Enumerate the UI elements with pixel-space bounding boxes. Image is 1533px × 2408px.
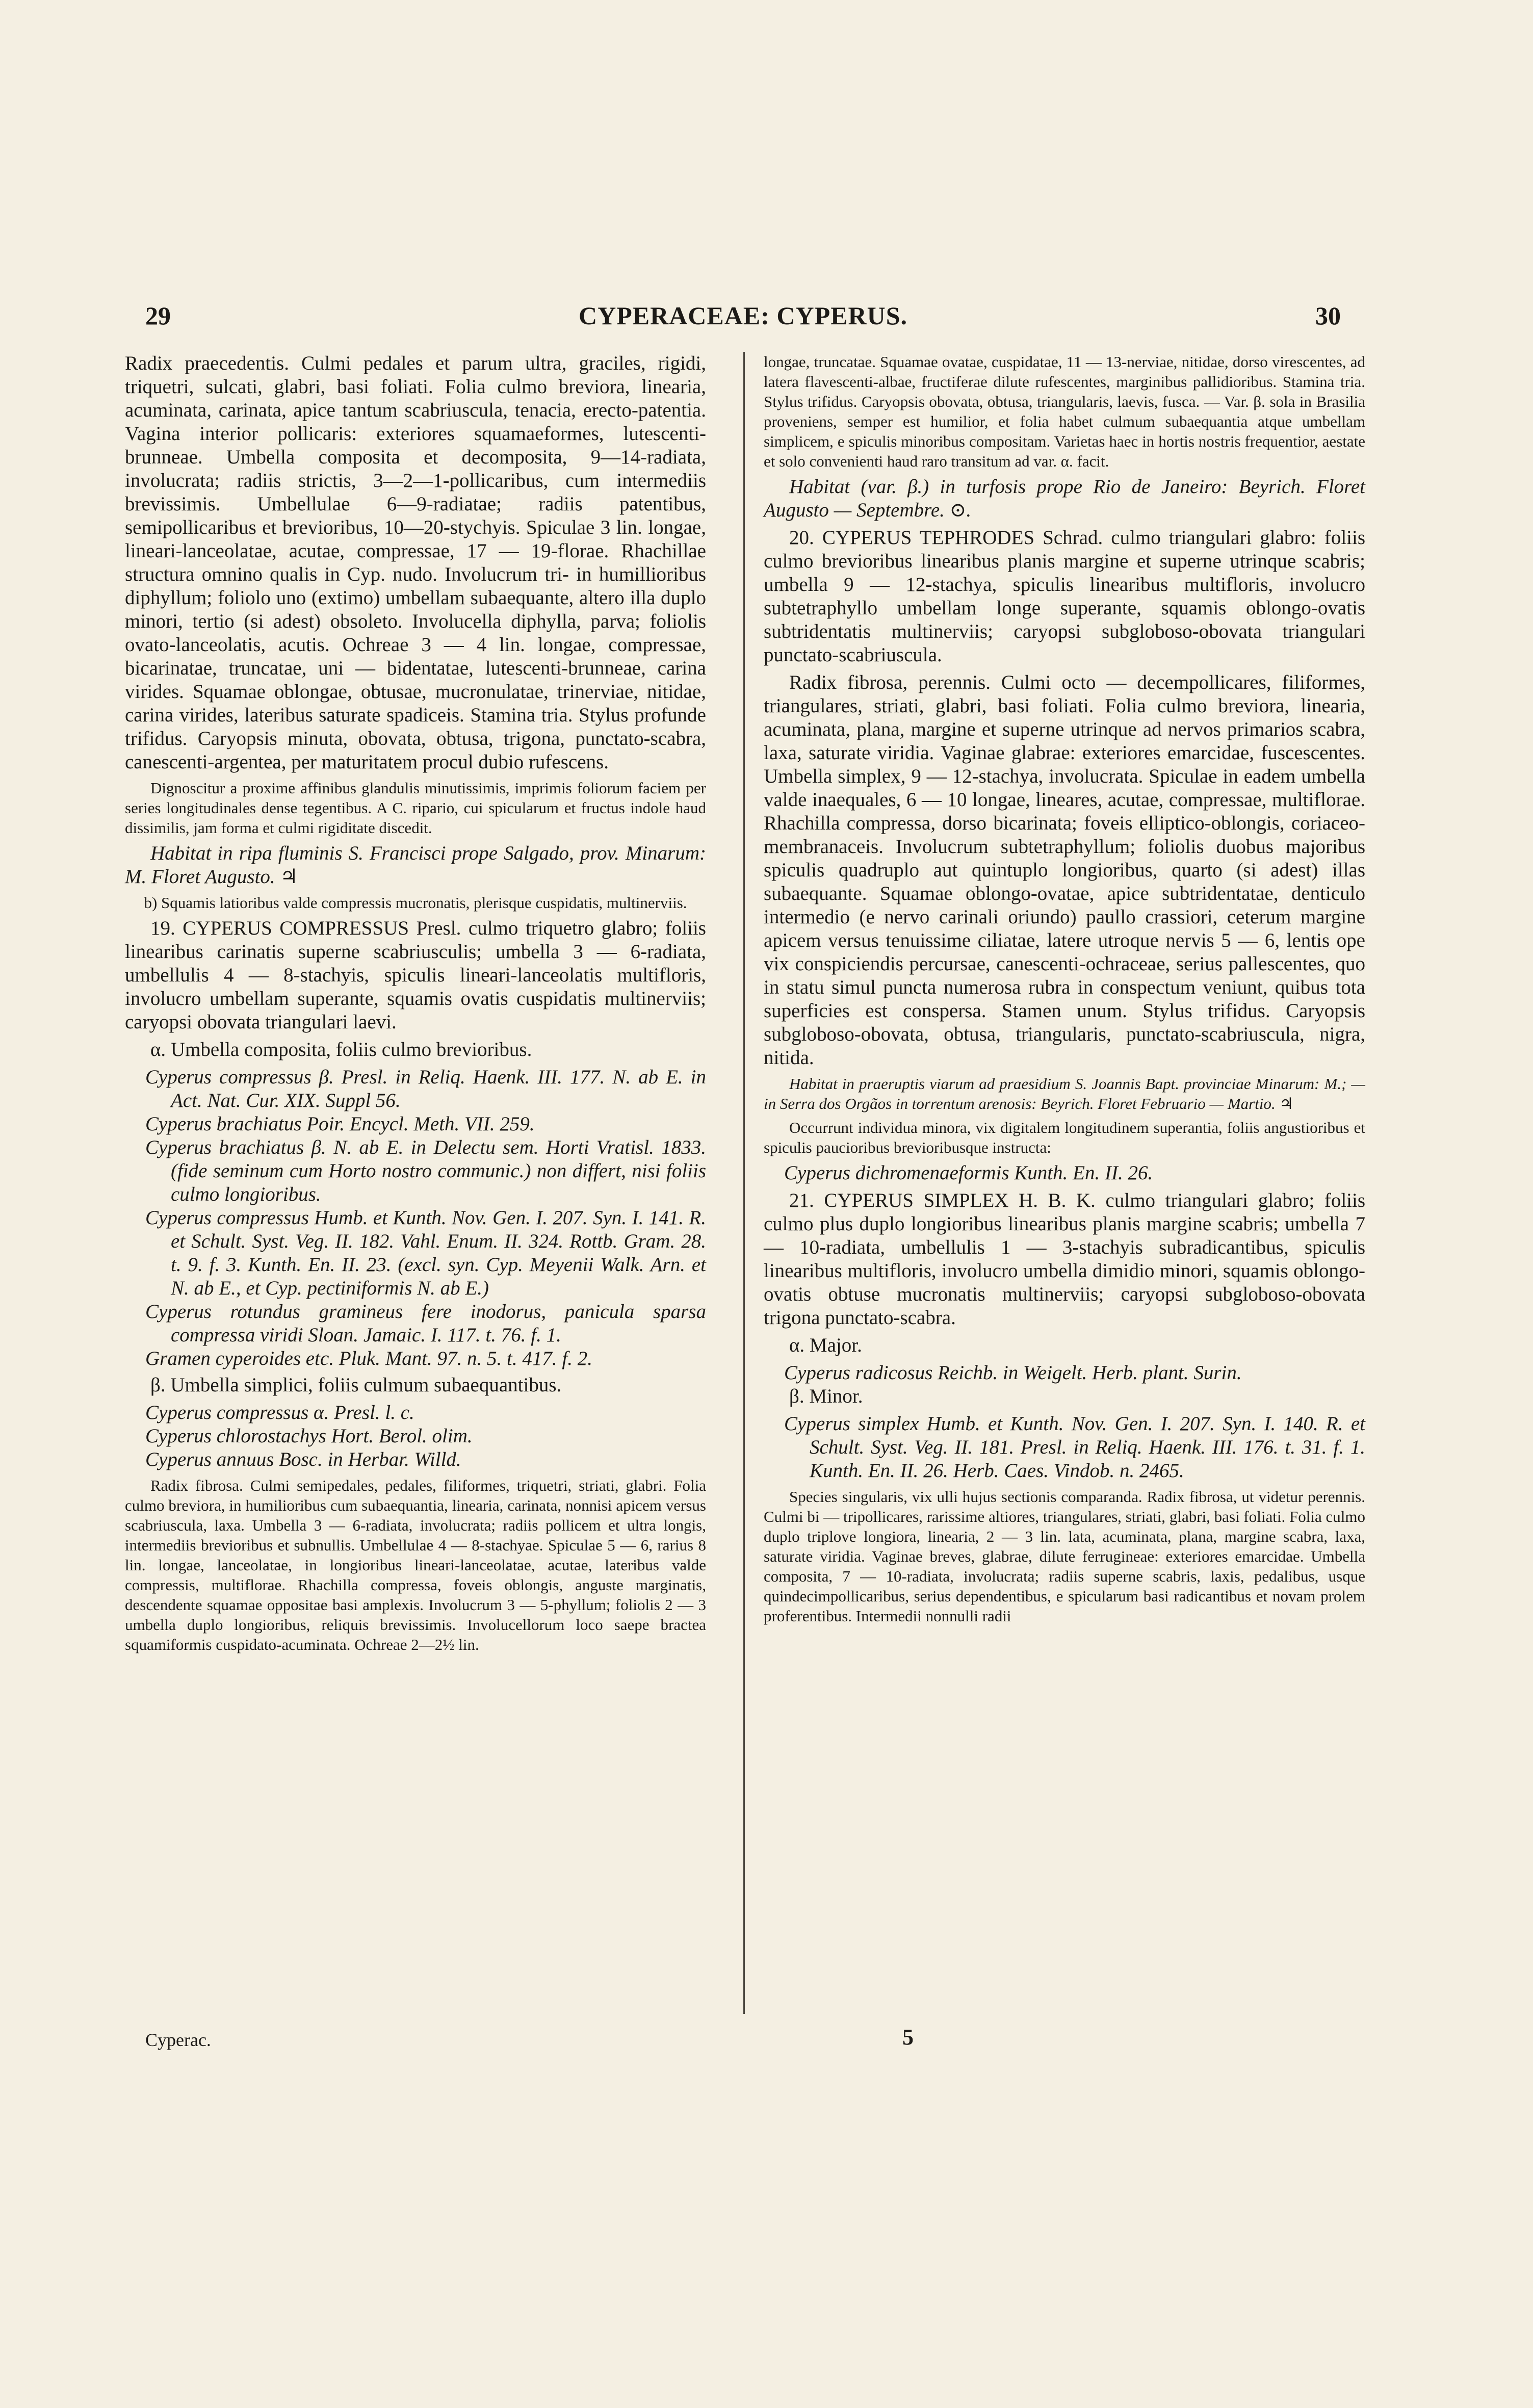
- habitat-line: Habitat in praeruptis viarum ad praesidium S. Joannis Bapt. provinciae Minarum: M.; — in Serra dos Orgãos in torrentum arenosis: Beyrich. Floret Februario — Martio. ♃: [764, 1075, 1365, 1112]
- page-number-left: 29: [145, 301, 171, 330]
- synonym: Cyperus rotundus gramineus fere inodorus, panicula sparsa compressa viridi Sloan. Jamaic. I. 117. t. 76. f. 1.: [145, 1301, 706, 1346]
- synonym: Cyperus simplex Humb. et Kunth. Nov. Gen. I. 207. Syn. I. 140. R. et Schult. Syst. Veg. II. 181. Presl. in Reliq. Haenk. III. 176. t. 31. f. 1. Kunth. En. II. 26. Herb. Caes. Vindob. n. 2465.: [784, 1413, 1365, 1482]
- subsection-heading: b) Squamis latioribus valde compressis mucronatis, plerisque cuspidatis, multinerviis.: [144, 894, 687, 912]
- running-header: [145, 301, 1341, 336]
- left-column: [125, 352, 706, 1659]
- synonym: Cyperus compressus Humb. et Kunth. Nov. Gen. I. 207. Syn. I. 141. R. et Schult. Syst. Veg. II. 182. Vahl. Enum. II. 324. Rottb. Gram. 28. t. 9. f. 3. Kunth. En. II. 23. (excl. syn. Cyp. Meyenii Walk. Arn. et N. ab E., et Cyp. pectiniformis N. ab E.): [145, 1207, 706, 1299]
- description-paragraph: Radix praecedentis. Culmi pedales et parum ultra, graciles, rigidi, triquetri, sulcati, glabri, basi foliati. Folia culmo breviora, linearia, acuminata, carinata, apice tantum scabriuscula, tenacia, erecto-patentia. Vagina interior pollicaris: exteriores squamaeformes, lutescenti-brunneae. Umbella composita et decomposita, 9—14-radiata, involucrata; radiis strictis, 3—2—1-pollicaribus, cum intermediis brevissimis. Umbellulae 6—9-radiatae; radiis patentibus, semipollicaribus et brevioribus, 10—20-stychyis. Spiculae 3 lin. longae, lineari-lanceolatae, acutae, compressae, 17 — 19-florae. Rhachillae structura omnino qualis in Cyp. nudo. Involucrum tri- in humillioribus diphyllum; foliolo uno (extimo) umbellam subaequante, altero illa duplo minori, tertio (si adest) obsoleto. Involucella diphylla, parva; foliolis ovato-lanceolatis, acutis. Ochreae 3 — 4 lin. longae, compressae, bicarinatae, truncatae, uni — bidentatae, lutescenti-brunneae, carina virides. Squamae oblongae, obtusae, mucronulatae, trinerviae, nitidae, carina virides, lateribus saturate spadiceis. Stamina tria. Stylus profunde trifidus. Caryopsis minuta, obovata, obtusa, trigona, punctato-scabra, canescenti-argentea, per maturitatem procul dubio rufescens.: [125, 352, 706, 773]
- species-19-diagnosis: 19. CYPERUS COMPRESSUS Presl. culmo triquetro glabro; foliis linearibus carinatis superne scabriusculis; umbella 3 — 6-radiata, umbellulis 4 — 8-stachyis, spiculis lineari-lanceolatis multifloris, involucro umbellam superante, squamis ovatis cuspidatis multinerviis; caryopsi obovata triangulari laevi.: [125, 917, 706, 1033]
- species-21-diagnosis: 21. CYPERUS SIMPLEX H. B. K. culmo triangulari glabro; foliis culmo plus duplo longioribus linearibus planis margine scabris; umbella 7 — 10-radiata, umbellulis 1 — 3-stachyis subradicantibus, spiculis linearibus multifloris, involucro umbella dimidio minori, squamis oblongo-ovatis obtuse mucronatis multinerviis; caryopsi subgloboso-obovata trigona punctato-scabra.: [764, 1189, 1365, 1329]
- habitat-line: Habitat (var. β.) in turfosis prope Rio de Janeiro: Beyrich. Floret Augusto — Septembre. ⊙.: [764, 476, 1365, 521]
- variety-beta: β. Umbella simplici, foliis culmum subaequantibus.: [150, 1374, 562, 1396]
- synonym: Cyperus radicosus Reichb. in Weigelt. Herb. plant. Surin.: [784, 1362, 1242, 1384]
- variety-alpha: α. Umbella composita, foliis culmo brevioribus.: [150, 1039, 532, 1060]
- page-number-right: 30: [1315, 301, 1341, 330]
- synonym: Cyperus annuus Bosc. in Herbar. Willd.: [145, 1448, 461, 1470]
- synonym: Cyperus compressus α. Presl. l. c.: [145, 1402, 414, 1423]
- column-divider: [743, 352, 745, 2014]
- running-title: CYPERACEAE: CYPERUS.: [578, 301, 908, 330]
- sheet-number: 5: [902, 2025, 914, 2050]
- description-continuation: longae, truncatae. Squamae ovatae, cuspidatae, 11 — 13-nerviae, nitidae, dorso virescentes, ad latera flavescenti-albae, fructiferae dilute rufescentes, marginibus pallidioribus. Stamina tria. Stylus trifidus. Caryopsis obovata, obtusa, triangularis, laevis, fusca. — Var. β. sola in Brasilia proveniens, semper est humilior, et folia habet culmum subaequantia atque umbellam simplicem, e spiculis minoribus compositam. Varietas haec in hortis nostris frequentior, aestate et solo convenienti haud raro transitum ad var. α. facit.: [764, 353, 1365, 470]
- synonym: Cyperus dichromenaeformis Kunth. En. II. 26.: [784, 1162, 1153, 1184]
- synonym: Cyperus brachiatus β. N. ab E. in Delectu sem. Horti Vratisl. 1833. (fide seminum cum Horto nostro communic.) non differt, nisi foliis culmo longioribus.: [145, 1136, 706, 1205]
- description-paragraph-small: Species singularis, vix ulli hujus sectionis comparanda. Radix fibrosa, ut videtur perennis. Culmi bi — tripollicares, rarissime altiores, triangulares, striati, glabri, basi foliati. Folia culmo duplo triplove longiora, linearia, 2 — 3 lin. lata, acuminata, plana, margine scabra, laxa, saturate viridia. Vaginae breves, glabrae, dilute ferrugineae: exteriores emarcidae. Umbella composita, 7 — 10-radiata, involucrata; radiis superne scabris, laxis, pedalibus, usque quindecimpollicaribus, serius dependentibus, e spicularum basi radicantibus et novam prolem proferentibus. Intermedii nonnulli radii: [764, 1488, 1365, 1625]
- habitat-line: Habitat in ripa fluminis S. Francisci prope Salgado, prov. Minarum: M. Floret Augusto. ♃: [125, 842, 706, 888]
- synonym: Cyperus chlorostachys Hort. Berol. olim.: [145, 1425, 473, 1447]
- synonym: Cyperus compressus β. Presl. in Reliq. Haenk. III. 177. N. ab E. in Act. Nat. Cur. XIX. Suppl 56.: [145, 1066, 706, 1111]
- synonym: Cyperus brachiatus Poir. Encycl. Meth. VII. 259.: [145, 1113, 535, 1135]
- species-20-diagnosis: 20. CYPERUS TEPHRODES Schrad. culmo triangulari glabro: foliis culmo brevioribus linearibus planis margine et superne utrinque scabris; umbella 9 — 12-stachya, spiculis linearibus multifloris, involucro subtetraphyllo umbellam longe superante, squamis oblongo-ovatis subtridentatis multinerviis; caryopsi subgloboso-obovata triangulari punctato-scabriuscula.: [764, 527, 1365, 666]
- note-paragraph: Occurrunt individua minora, vix digitalem longitudinem superantia, foliis angustioribus et spiculis paucioribus brevioribusque instructa:: [764, 1119, 1365, 1156]
- right-column: [764, 352, 1365, 1630]
- description-paragraph-small: Radix fibrosa. Culmi semipedales, pedales, filiformes, triquetri, striati, glabri. Folia culmo breviora, in humilioribus cum subaequantia, linearia, carinata, nonnisi apicem versus scabriuscula, laxa. Umbella 3 — 6-radiata, involucrata; radiis pollicem et ultra longis, intermediis brevioribus et subnullis. Umbellulae 4 — 8-stachyae. Spiculae 5 — 6, rarius 8 lin. longae, lanceolatae, in longioribus lineari-lanceolatae, acutae, lateribus valde compressis, multiflorae. Rhachilla compressa, foveis oblongis, anguste marginatis, descendente squamae oppositae basi amplexis. Involucrum 3 — 5-phyllum; foliolis 2 — 3 umbella duplo longioribus, reliquis brevissimis. Involucellorum loco saepe bractea squamiformis cuspidato-acuminata. Ochreae 2—2½ lin.: [125, 1477, 706, 1653]
- description-paragraph: Radix fibrosa, perennis. Culmi octo — decempollicares, filiformes, triangulares, striati, glabri, basi foliati. Folia culmo breviora, linearia, acuminata, plana, margine et superne utrinque ad nervos primarios scabra, laxa, saturate viridia. Vaginae glabrae: exteriores emarcidae, fuscescentes. Umbella simplex, 9 — 12-stachya, involucrata. Spiculae in eadem umbella valde inaequales, 6 — 10 longae, lineares, acutae, compressae, multiflorae. Rhachilla compressa, dorso bicarinata; foveis elliptico-oblongis, coriaceo-membranaceis. Involucrum subtetraphyllum; foliolis duobus majoribus spiculis quadruplo aut quintuplo longioribus, quarto (si adest) illas subaequante. Squamae oblongo-ovatae, apice subtridentatae, denticulo intermedio (e nervo carinali oriundo) paullo crassiori, ceterum margine apicem versus tenuissime ciliatae, latere utroque nervis 5 — 6, lentis ope vix conspiciendis percursae, canescenti-ochraceae, serius pallescentes, quo in statu simul puncta numerosa rubra in conspectum veniunt, quibus tota superficies est conspersa. Stamen unum. Stylus trifidus. Caryopsis subgloboso-obovata, obtusa, triangularis, punctato-scabriuscula, nigra, nitida.: [764, 671, 1365, 1069]
- synonym: Gramen cyperoides etc. Pluk. Mant. 97. n. 5. t. 417. f. 2.: [145, 1348, 592, 1369]
- signature-mark: Cyperac.: [145, 2030, 211, 2050]
- diagnostic-note: Dignoscitur a proxime affinibus glandulis minutissimis, imprimis foliorum faciem per series longitudinales dense tegentibus. A C. ripario, cui spicularum et fructus indole haud dissimilis, jam forma et culmi rigiditate discedit.: [125, 779, 706, 837]
- variety-alpha: α. Major.: [789, 1334, 862, 1356]
- variety-beta: β. Minor.: [789, 1385, 863, 1407]
